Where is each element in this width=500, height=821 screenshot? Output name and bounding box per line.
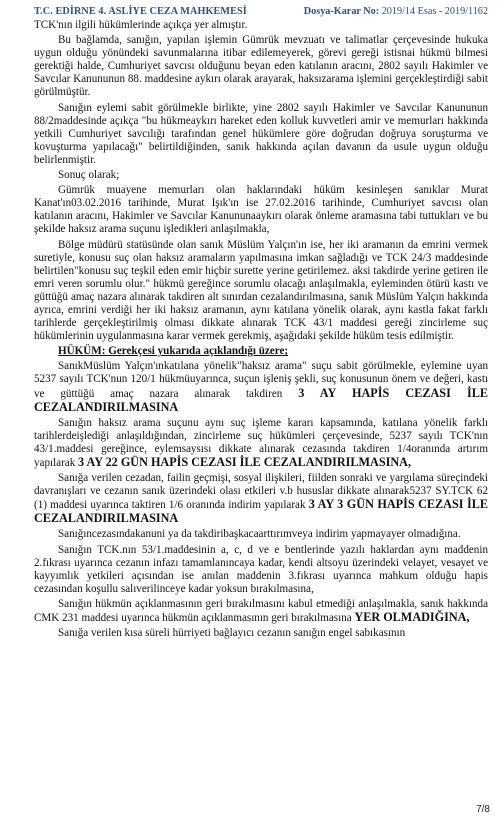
page-number: 7/8 xyxy=(476,803,490,815)
court-name: T.C. EDİRNE 4. ASLİYE CEZA MAHKEMESİ xyxy=(34,6,247,17)
page-header xyxy=(34,6,488,18)
paragraph xyxy=(34,417,488,470)
document-body xyxy=(34,19,488,640)
paragraph xyxy=(34,239,488,344)
paragraph-text: TCK'nın ilgili hükümlerinde açıkça yer almıştır. xyxy=(34,19,248,31)
paragraph xyxy=(34,102,488,167)
sentence-emphasis: YER OLMADIĞINA, xyxy=(354,610,470,625)
paragraph xyxy=(34,598,488,625)
paragraph-text: Sanığa verilen cezadan, failin geçmişi, sosyal ilişkileri, fiilden sonraki ve yargılama süreçindeki davranışları ve cezanın sanık üzerindeki olası etkileri v.b hususlar dikkate alınarak5237 SY.TCK 62 (1) maddesi uyarınca taktiren 1/6 oranında indirim yapılarak xyxy=(34,472,488,512)
verdict-heading-text: HÜKÜM: Gerekçesi yukarıda açıklandığı üzere; xyxy=(58,345,289,358)
paragraph-text: Sanığıncezasındakanuni ya da takdiribaşkacaarttırımveya indirim yapmayayer olmadığına. xyxy=(58,528,461,541)
paragraph-text: Sanığın haksız arama suçunu aynı suç işleme kararı kapsamında, katılana yönelik farklı tarihlerdeişlediği anlaşıldığından, zincirleme suç hükümleri çerçevesinde, 5237 sayılı TCK'nın 43/1.maddesi gereğince, eylemsaysısı dikkate alınarak cezasında takdiren 1/4oranında artırım yapılarak xyxy=(34,416,488,469)
sentence-emphasis: 3 AY 22 GÜN HAPİS CEZASI İLE CEZALANDIRILMASINA, xyxy=(78,455,412,469)
paragraph xyxy=(34,528,488,541)
paragraph-text: Sanığın hükmün açıklanmasının geri bırakılmasını kabul etmediği anlaşılmakla, sanık hakkında CMK 231 maddesi uyarınca hükmün açıklanmasının geri bırakılmasına xyxy=(34,597,488,625)
docket-label: Dosya-Karar No: xyxy=(303,6,380,17)
paragraph-text: Sanığın eylemi sabit görülmekle birlikte, yine 2802 sayılı Hakimler ve Savcılar Kanununun 88/2maddesinde açıkça "bu hükmeaykırı hareket eden kolluk kuvvetleri amir ve memurları hakkında yetkili Cumhuriyet savcılığı tarafından genel hükümlere göre doğrudan doğruya soruşturma ve kovuşturma yapılacağı" belirtildiğinden, sanık hakkında açılan davanın da usule uygun olduğu belirlenmiştir. xyxy=(34,101,488,166)
sentence-emphasis: 3 AY 3 GÜN HAPİS CEZASI İLE CEZALANDIRILMASINA xyxy=(34,497,488,526)
paragraph xyxy=(34,472,488,526)
verdict-heading xyxy=(34,345,488,358)
paragraph xyxy=(34,544,488,596)
paragraph-text: Bölge müdürü statüsünde olan sanık Müslüm Yalçın'ın ise, her iki aramanın da emrini vermek suretiyle, konusu suç olan haksız aramaların yapılmasına imkan sağladığı ve TCK 24/3 maddesinde belirtilen"konusu suç teşkil eden emir hiçbir surette yerine getirilemez. aksi takdirde yerine getiren ile emri veren sorumlu olur." hükmü gereğince sorumlu olacağı anlaşılmakla, eyleminden ötürü kastı ve güttüğü amaç nazara alınarak takdiren alt sınırdan cezalandırılmasına, sanık Müslüm Yalçın hakkında ayrıca, emrini verdiği her iki haksız aramanın, aynı katılana yönelik olarak, aynı kastla fakat farklı tarihlerde gerçekleştirilmiş olması dikkate alınarak TCK 43/1 maddesi gereği zincirleme suç hükümlerinin uygulanmasına karar vermek gerekmiş, aşağıdaki şekilde hüküm tesis edilmiştir. xyxy=(34,238,488,343)
paragraph-text: SanıkMüslüm Yalçın'ınkatılana yönelik"haksız arama" suçu sabit görülmekle, eylemine uyan 5237 sayılı TCK'nun 120/1 hükmüuyarınca, suçun işleniş şekli, suç konusunun önem ve değeri, kastı ve güttüğü amaç nazara alınarak takdiren xyxy=(34,360,488,400)
paragraph xyxy=(34,19,488,32)
paragraph-text: Gümrük muayene memurları olan haklarındaki hüküm kesinleşen sanıklar Murat Kanat'ın03.02.2016 tarihinde, Murat Işık'ın ise 27.02.2016 tarihinde, Cumhuriyet savcısı olan katılanın aracını, Hakimler ve Savcılar Kanununaaykırı olarak önleme aramasına tabi tuttukları ve bu şekilde haksız arama suçunu işledikleri anlaşılmakla, xyxy=(34,184,488,236)
paragraph-text: Sanığa verilen kısa süreli hürriyeti bağlayıcı cezanın sanığın engel sabıkasının xyxy=(58,627,406,640)
docket-number xyxy=(304,6,488,18)
paragraph-text: Sonuç olarak; xyxy=(58,169,120,182)
paragraph xyxy=(34,34,488,99)
paragraph-text: Sanığın TCK.nın 53/1.maddesinin a, c, d ve e bentlerinde yazılı haklardan aynı maddenin 2.fıkrası uyarınca cezanın infazı tamamlanıncaya kadar, kendi altsoyu üzerindeki velayet, vesayet ve kayyımlık yetkileri açısından ise anılan maddenin 3.fıkrası uyarınca mahkum olduğu hapis cezasından koşullu salıverilinceye kadar yoksun bırakılmasına, xyxy=(34,543,488,595)
docket-value: 2019/14 Esas - 2019/1162 xyxy=(381,6,488,17)
paragraph xyxy=(34,184,488,236)
paragraph xyxy=(34,169,488,182)
sentence-emphasis: 3 AY HAPİS CEZASI İLE CEZALANDIRILMASINA xyxy=(34,385,488,414)
paragraph xyxy=(34,360,488,414)
paragraph-text: Bu bağlamda, sanığın, yapılan işlemin Gümrük mevzuatı ve talimatlar çerçevesinde hukuka uygun olduğu yönündeki savunmalarına itibar edilemeyerek, görevi gereği istisnai hükmü bilmesi gerektiği halde, Cumhuriyet savcısı olduğunu beyan eden katılanın aracını, 2802 sayılı Hakimler ve Savcılar Kanununun 88. maddesine aykırı olarak arayarak, haksızarama işlemini gerçekleştirdiği sabit görülmüştür. xyxy=(34,34,488,99)
paragraph xyxy=(34,627,488,640)
